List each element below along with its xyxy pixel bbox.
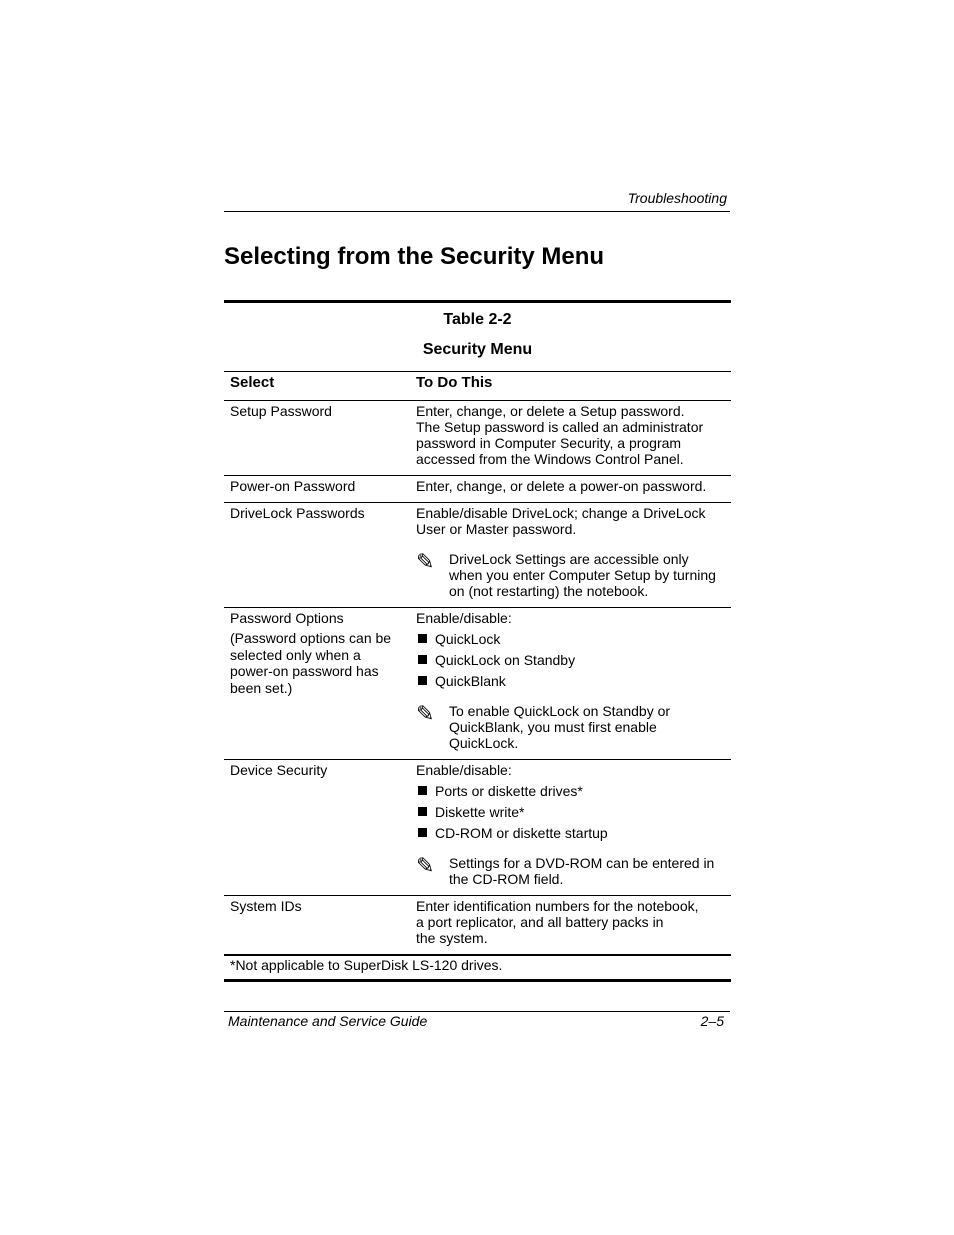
footer-rule [224, 1011, 730, 1012]
note-line: DriveLock Settings are accessible only [449, 551, 689, 567]
table-top-rule [224, 300, 731, 303]
note-line: when you enter Computer Setup by turning [449, 567, 716, 583]
section-title: Selecting from the Security Menu [224, 243, 605, 270]
pencil-note-icon: ✎ [416, 549, 435, 574]
pencil-note-icon: ✎ [416, 853, 435, 878]
table-row [224, 503, 731, 608]
bullet-text: QuickLock on Standby [435, 652, 576, 668]
table-row [224, 896, 731, 956]
header-rule [224, 211, 730, 212]
bullet-text: CD-ROM or diskette startup [435, 825, 608, 841]
note-text [449, 855, 714, 887]
footer-guide-title: Maintenance and Service Guide [228, 1013, 428, 1029]
note-text [449, 703, 670, 751]
todo-line: the system. [416, 930, 488, 946]
select-cell [224, 503, 416, 608]
bullet-item [416, 825, 725, 841]
bullet-item [416, 804, 725, 820]
note-line: QuickLock. [449, 735, 519, 751]
square-bullet-icon [418, 655, 427, 664]
bullet-item [416, 673, 725, 689]
square-bullet-icon [418, 807, 427, 816]
bullet-item [416, 652, 725, 668]
todo-line: Enter, change, or delete a power-on password. [416, 478, 707, 494]
select-sub-line: (Password options can be [230, 630, 392, 646]
todo-line: a port replicator, and all battery packs in [416, 914, 664, 930]
table-title: Security Menu [422, 341, 533, 358]
todo-line: Enable/disable: [416, 762, 512, 778]
table-number: Table 2-2 [443, 311, 512, 328]
todo-line: The Setup password is called an administrator [416, 419, 704, 435]
table-row [224, 760, 731, 896]
table-row [224, 608, 731, 760]
select-label: System IDs [230, 898, 302, 914]
todo-cell [416, 401, 731, 476]
bullet-text: QuickLock [435, 631, 501, 647]
select-sub-note [230, 630, 416, 696]
table-row [224, 476, 731, 503]
bullet-item [416, 631, 725, 647]
todo-line: User or Master password. [416, 521, 577, 537]
todo-cell [416, 608, 731, 760]
todo-line: Enter, change, or delete a Setup password. [416, 403, 685, 419]
note-text [449, 551, 716, 599]
security-menu-table [224, 371, 731, 956]
table-bottom-rule [224, 979, 731, 982]
note-line: QuickBlank, you must first enable [449, 719, 657, 735]
select-cell [224, 476, 416, 503]
note [416, 855, 725, 887]
todo-line: accessed from the Windows Control Panel. [416, 451, 684, 467]
bullet-text: Ports or diskette drives* [435, 783, 583, 799]
todo-line: password in Computer Security, a program [416, 435, 682, 451]
note-line: Settings for a DVD-ROM can be entered in [449, 855, 715, 871]
pencil-note-icon: ✎ [416, 701, 435, 726]
select-sub-line: been set.) [230, 679, 293, 696]
note-line: on (not restarting) the notebook. [449, 583, 649, 599]
column-header-select: Select [224, 372, 416, 401]
todo-cell [416, 503, 731, 608]
select-label: Setup Password [230, 403, 332, 419]
table-footnote: *Not applicable to SuperDisk LS-120 drives. [230, 957, 503, 973]
square-bullet-icon [418, 634, 427, 643]
bullet-item [416, 783, 725, 799]
select-label: DriveLock Passwords [230, 505, 365, 521]
select-cell [224, 401, 416, 476]
footer-page-number: 2–5 [700, 1013, 724, 1029]
select-label: Password Options [230, 610, 344, 626]
note [416, 551, 725, 599]
table-row [224, 401, 731, 476]
todo-line: Enable/disable: [416, 610, 512, 626]
bullet-text: QuickBlank [435, 673, 506, 689]
square-bullet-icon [418, 676, 427, 685]
square-bullet-icon [418, 828, 427, 837]
bullet-text: Diskette write* [435, 804, 525, 820]
note-line: To enable QuickLock on Standby or [449, 703, 671, 719]
column-header-todo: To Do This [416, 372, 731, 401]
select-cell [224, 608, 416, 760]
table-header-row [224, 372, 731, 401]
todo-line: Enable/disable DriveLock; change a DriveLock [416, 505, 706, 521]
running-head: Troubleshooting [627, 190, 727, 206]
note [416, 703, 725, 751]
select-sub-line: power-on password has [230, 663, 379, 679]
select-label: Power-on Password [230, 478, 356, 494]
todo-cell [416, 896, 731, 956]
square-bullet-icon [418, 786, 427, 795]
todo-line: Enter identification numbers for the notebook, [416, 898, 699, 914]
todo-cell [416, 760, 731, 896]
todo-cell [416, 476, 731, 503]
select-sub-line: selected only when a [230, 646, 361, 663]
select-label: Device Security [230, 762, 328, 778]
select-cell [224, 896, 416, 956]
note-line: the CD-ROM field. [449, 871, 564, 887]
select-cell [224, 760, 416, 896]
